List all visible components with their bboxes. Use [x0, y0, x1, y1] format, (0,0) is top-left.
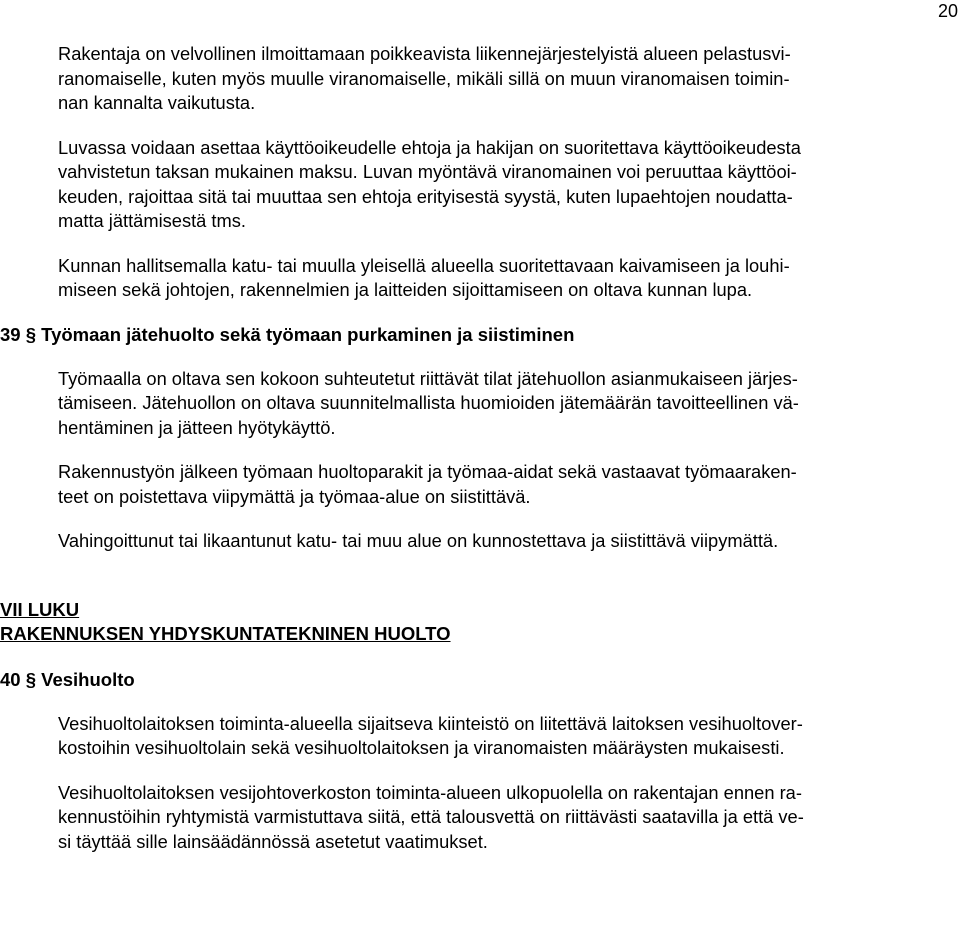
paragraph [58, 367, 950, 441]
paragraph-line: keuden, rajoittaa sitä tai muuttaa sen ehtoja erityisestä syystä, kuten lupaehtojen noudatta- [58, 185, 793, 207]
paragraph [58, 529, 950, 554]
paragraph [58, 136, 950, 234]
paragraph-line: Luvassa voidaan asettaa käyttöoikeudelle ehtoja ja hakijan on suoritettava käyttöoikeudesta [58, 136, 801, 158]
paragraph-line: tämiseen. Jätehuollon on oltava suunnitelmallista huomioiden jätemäärän tavoitteellinen vä- [58, 392, 799, 413]
chapter-number: VII LUKU [0, 598, 80, 620]
section-heading: 40 § Vesihuolto [0, 668, 135, 690]
section-heading: 39 § Työmaan jätehuolto sekä työmaan purkaminen ja siistiminen [0, 323, 575, 345]
paragraph-line: teet on poistettava viipymättä ja työmaa-alue on siistittävä. [58, 485, 531, 507]
paragraph-line: vahvistetun taksan mukainen maksu. Luvan myöntävä viranomainen voi peruuttaa käyttöoi- [58, 161, 797, 182]
paragraph [58, 42, 950, 116]
paragraph-line: Rakennustyön jälkeen työmaan huoltoparakit ja työmaa-aidat sekä vastaavat työmaaraken- [58, 461, 797, 482]
paragraph [58, 254, 950, 303]
paragraph-line: Rakentaja on velvollinen ilmoittamaan poikkeavista liikennejärjestelyistä alueen pelastusvi- [58, 43, 791, 64]
paragraph-line: nan kannalta vaikutusta. [58, 92, 256, 113]
chapter-title: RAKENNUKSEN YHDYSKUNTATEKNINEN HUOLTO [0, 622, 451, 644]
paragraph-line: ranomaiselle, kuten myös muulle viranomaiselle, mikäli sillä on muun viranomaisen toimin- [58, 67, 790, 89]
paragraph-line: miseen sekä johtojen, rakennelmien ja laitteiden sijoittamiseen on oltava kunnan lupa. [58, 279, 753, 300]
paragraph-line: Vahingoittunut tai likaantunut katu- tai muu alue on kunnostettava ja siistittävä viipymättä. [58, 530, 779, 551]
paragraph-line: hentäminen ja jätteen hyötykäyttö. [58, 416, 336, 438]
paragraph [58, 781, 950, 855]
page-number: 20 [937, 1, 958, 21]
paragraph-line: kostoihin vesihuoltolain sekä vesihuoltolaitoksen ja viranomaisten määräysten mukaisesti. [58, 737, 785, 758]
paragraph-line: Vesihuoltolaitoksen vesijohtoverkoston toiminta-alueen ulkopuolella on rakentajan ennen ra- [58, 781, 802, 803]
paragraph-line: matta jättämisestä tms. [58, 210, 246, 231]
paragraph-line: si täyttää sille lainsäädännössä asetetut vaatimukset. [58, 830, 488, 852]
paragraph-line: kennustöihin ryhtymistä varmistuttava siitä, että talousvettä on riittävästi saatavilla ja että ve- [58, 806, 804, 827]
paragraph-line: Vesihuoltolaitoksen toiminta-alueella sijaitseva kiinteistö on liitettävä laitoksen vesihuoltover- [58, 712, 803, 734]
paragraph [58, 712, 950, 761]
paragraph-line: Työmaalla on oltava sen kokoon suhteutetut riittävät tilat jätehuollon asianmukaiseen järjes- [58, 367, 798, 389]
paragraph-line: Kunnan hallitsemalla katu- tai muulla yleisellä alueella suoritettavaan kaivamiseen ja louhi- [58, 254, 790, 276]
document-body [0, 42, 950, 874]
paragraph [58, 460, 950, 509]
chapter-heading [0, 598, 950, 646]
